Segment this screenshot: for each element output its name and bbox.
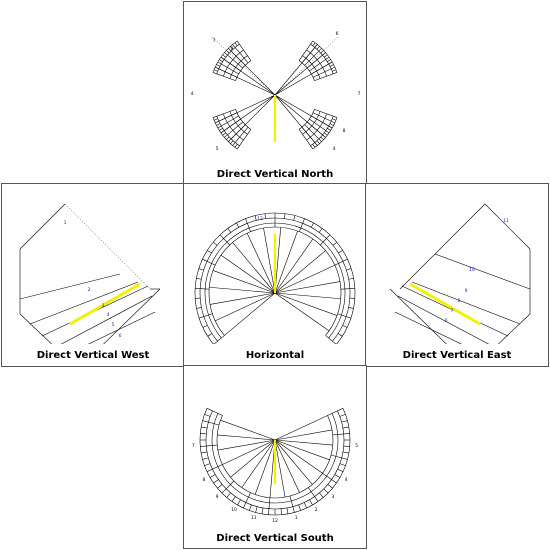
west-dial — [2, 184, 184, 344]
north-hour-label: 8 — [230, 47, 234, 52]
south-tick — [222, 481, 234, 493]
south-tick — [205, 464, 211, 466]
horizontal-hour-line — [275, 265, 335, 293]
west-dotted-edge — [65, 204, 150, 289]
south-edge-1 — [207, 408, 222, 415]
north-left-low-tick — [219, 128, 222, 130]
horizontal-tick — [195, 288, 209, 289]
panel-center — [183, 183, 367, 367]
south-tick — [335, 475, 340, 478]
horizontal-tick — [255, 216, 256, 221]
north-hour-label: 7 — [212, 39, 216, 44]
south-hour-label: 2 — [314, 508, 318, 514]
south-tick — [344, 446, 350, 447]
horizontal-hour-line — [224, 293, 275, 335]
south-tick — [238, 500, 241, 505]
horizontal-tick — [341, 288, 355, 289]
north-hour-line — [215, 67, 275, 95]
south-tick — [201, 427, 207, 428]
north-right-tick — [313, 67, 335, 77]
horizontal-tick — [203, 325, 208, 327]
north-dial — [184, 2, 366, 162]
horizontal-tick — [199, 314, 212, 318]
north-right-tick — [313, 43, 315, 46]
horizontal-hour-line — [209, 287, 275, 293]
south-tick — [287, 508, 288, 514]
south-hour-label: 12 — [272, 519, 278, 524]
east-group — [390, 204, 530, 344]
horizontal-tick — [284, 214, 285, 219]
north-right-low-tick — [313, 144, 315, 147]
east-hour-label: 9 — [464, 289, 468, 294]
north-left-low-tick — [216, 124, 220, 126]
horizontal-hour-line — [264, 228, 275, 293]
south-tick — [343, 452, 349, 453]
north-hour-label: 8 — [342, 129, 346, 134]
west-hour-bar — [20, 274, 120, 299]
horizontal-tick — [346, 269, 351, 271]
horizontal-tick — [299, 219, 304, 232]
horizontal-edge-1 — [326, 335, 337, 344]
north-right-low-tick — [313, 113, 335, 123]
horizontal-tick — [319, 228, 322, 232]
horizontal-hour-line — [210, 293, 275, 304]
south-hour-line — [275, 440, 285, 497]
south-tick — [227, 493, 231, 498]
south-tick — [200, 433, 206, 434]
north-right-tick — [332, 70, 336, 72]
north-hour-label: 4 — [332, 147, 336, 152]
east-hour-label: 8 — [457, 299, 461, 304]
south-tick — [342, 421, 348, 423]
south-hour-label: 4 — [344, 478, 348, 483]
north-left-tick — [223, 55, 226, 57]
north-hour-label: 7 — [357, 92, 361, 97]
south-dial — [184, 366, 366, 530]
horizontal-hour-line — [275, 293, 329, 331]
west-gnomon — [70, 284, 140, 324]
horizontal-tick — [245, 219, 250, 232]
south-tick — [343, 427, 349, 428]
south-hour-label: 11 — [250, 516, 257, 522]
horizontal-tick — [196, 278, 201, 279]
east-hour-bar — [395, 312, 486, 344]
north-right-tick — [327, 60, 330, 62]
horizontal-tick — [338, 314, 351, 318]
south-title: Direct Vertical South — [216, 533, 334, 544]
south-hour-label: 5 — [355, 444, 359, 450]
horizontal-tick — [343, 325, 348, 327]
north-hour-line — [275, 95, 332, 128]
south-hour-line — [275, 440, 333, 445]
north-hour-line — [228, 95, 275, 142]
north-dotted-line — [275, 37, 338, 95]
south-tick — [201, 452, 207, 453]
horizontal-hour-line — [215, 293, 275, 321]
horizontal-tick — [294, 216, 295, 221]
west-edge — [20, 204, 65, 249]
north-left-low-tick — [230, 141, 233, 144]
south-tick — [304, 503, 307, 508]
horizontal-tick — [213, 242, 217, 245]
north-dotted-line — [212, 37, 275, 95]
north-hour-label: 6 — [335, 32, 339, 37]
south-tick — [290, 496, 294, 512]
north-right-tick — [324, 55, 327, 57]
horizontal-tick — [208, 334, 212, 337]
west-hour-label: 6 — [118, 334, 122, 339]
south-tick — [281, 509, 282, 515]
horizontal-tick — [349, 278, 354, 279]
south-tick — [200, 445, 217, 446]
north-right-low-tick — [330, 124, 334, 126]
north-hour-label: 4 — [190, 92, 194, 97]
north-right-tick — [330, 65, 334, 67]
east-hour-label: 6 — [444, 319, 448, 324]
east-title: Direct Vertical East — [402, 350, 512, 361]
horizontal-hour-label: 12 — [257, 217, 263, 222]
north-left-tick — [214, 70, 218, 72]
south-hour-label: 3 — [331, 494, 335, 500]
north-left-tick — [219, 60, 222, 62]
west-hour-label: 5 — [111, 323, 115, 328]
south-tick — [249, 505, 251, 511]
horizontal-tick — [199, 269, 204, 271]
east-hour-label: 11 — [503, 219, 509, 224]
north-hour-line — [228, 48, 275, 95]
east-hour-bar — [435, 254, 530, 289]
horizontal-tick — [338, 250, 342, 253]
south-tick — [203, 421, 219, 425]
north-right-low-tick — [332, 119, 336, 121]
west-hour-label: 4 — [106, 313, 110, 318]
south-hour-label: 10 — [231, 508, 237, 514]
north-hour-label: 5 — [215, 147, 219, 152]
east-edge — [485, 204, 530, 249]
north-right-low-tick — [321, 137, 324, 140]
west-hour-bar — [64, 312, 155, 344]
horizontal-dial — [184, 184, 366, 344]
south-tick — [203, 458, 209, 460]
south-tick — [319, 493, 323, 498]
horizontal-tick — [333, 242, 337, 245]
horizontal-hour-line — [275, 293, 341, 299]
west-hour-label: 2 — [87, 288, 91, 293]
east-hour-label: 7 — [450, 309, 454, 314]
south-tick — [262, 508, 263, 514]
horizontal-edge-0 — [214, 335, 225, 344]
north-left-low-tick — [214, 119, 218, 121]
horizontal-tick — [320, 235, 330, 245]
east-gnomon — [410, 284, 480, 324]
horizontal-hour-line — [275, 282, 340, 293]
north-hour-line — [215, 95, 275, 123]
horizontal-tick — [349, 307, 354, 308]
south-hour-label: 1 — [294, 516, 298, 522]
horizontal-tick — [265, 214, 266, 219]
south-tick — [340, 414, 346, 416]
horizontal-tick — [338, 334, 342, 337]
center-title: Horizontal — [245, 350, 305, 361]
south-edge-0 — [328, 408, 343, 415]
east-dial — [366, 184, 548, 344]
west-hour-label: 1 — [63, 221, 67, 226]
west-group — [20, 204, 160, 344]
east-edge — [472, 314, 530, 344]
north-left-low-tick — [223, 133, 226, 135]
panel-east — [365, 183, 549, 367]
south-hour-label: 7 — [191, 444, 195, 450]
panel-south — [183, 365, 367, 549]
south-tick — [205, 414, 211, 416]
south-tick — [333, 433, 350, 434]
south-hour-line — [217, 435, 275, 440]
south-tick — [328, 484, 333, 488]
north-left-low-tick — [226, 137, 229, 140]
south-tick — [324, 489, 328, 493]
west-hour-label: 3 — [101, 304, 105, 309]
south-tick — [299, 505, 301, 511]
south-tick — [214, 480, 219, 483]
panel-north — [183, 1, 367, 185]
south-hour-line — [218, 440, 275, 450]
east-hour-label: 10 — [469, 268, 475, 273]
south-tick — [340, 464, 346, 466]
horizontal-hour-line — [247, 233, 275, 293]
horizontal-tick — [236, 223, 238, 227]
horizontal-tick — [196, 307, 201, 308]
south-tick — [268, 498, 269, 515]
west-title: Direct Vertical West — [36, 350, 150, 361]
south-tick — [338, 469, 343, 472]
south-tick — [256, 507, 258, 513]
north-left-tick — [235, 43, 237, 46]
south-tick — [218, 484, 223, 488]
north-title: Direct Vertical North — [216, 169, 334, 180]
south-hour-line — [220, 420, 275, 440]
south-tick — [232, 497, 235, 502]
horizontal-tick — [311, 223, 313, 227]
horizontal-tick — [207, 250, 211, 253]
panel-west — [1, 183, 185, 367]
north-hour-line — [275, 62, 332, 95]
south-hour-line — [275, 415, 328, 440]
west-edge — [20, 314, 78, 344]
east-edge — [400, 204, 485, 289]
south-tick — [310, 500, 313, 505]
south-hour-line — [275, 430, 332, 440]
south-tick — [331, 455, 347, 459]
horizontal-tick — [228, 228, 231, 232]
north-right-tick — [317, 46, 320, 49]
south-hour-label: 8 — [202, 478, 206, 483]
south-hour-label: 9 — [215, 494, 219, 500]
north-right-low-tick — [324, 133, 327, 135]
north-left-tick — [216, 65, 220, 67]
horizontal-hour-line — [275, 293, 337, 316]
horizontal-tick — [220, 235, 230, 245]
north-right-low-tick — [317, 141, 320, 144]
south-tick — [210, 475, 215, 478]
north-right-low-tick — [327, 128, 330, 130]
north-left-low-tick — [235, 144, 237, 147]
